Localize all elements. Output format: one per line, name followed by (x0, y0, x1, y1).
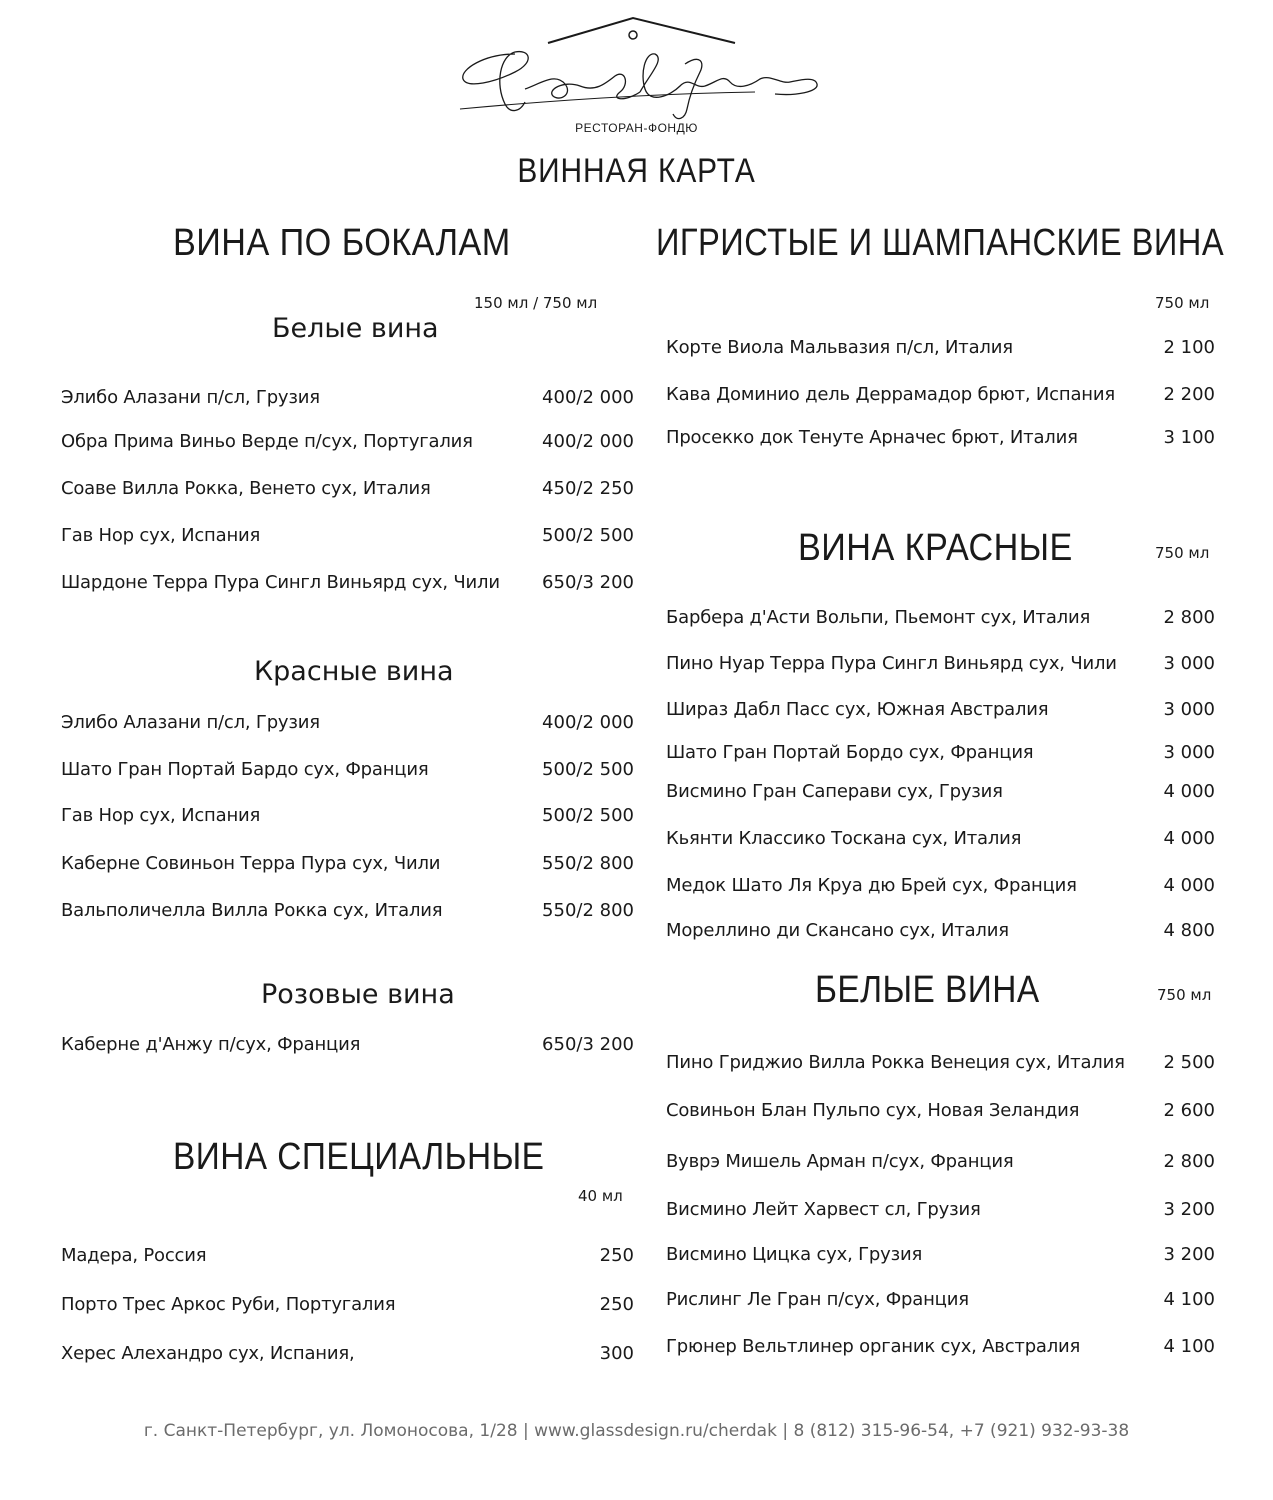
wine-name: Мадера, Россия (61, 1245, 207, 1266)
wine-name: Пино Нуар Терра Пура Сингл Виньярд сух, Чили (666, 653, 1117, 674)
list-item (666, 1100, 1215, 1121)
wine-price: 500/2 500 (542, 759, 634, 780)
list-item (666, 607, 1215, 628)
list-item (666, 699, 1215, 720)
wine-name: Шато Гран Портай Бардо сух, Франция (61, 759, 429, 780)
footer-contacts: г. Санкт-Петербург, ул. Ломоносова, 1/28 | www.glassdesign.ru/cherdak | 8 (812) 315-96-54, +7 (921) 932-93-38 (143, 1421, 1130, 1441)
list-item (666, 875, 1215, 896)
wine-name: Мореллино ди Скансано сух, Италия (666, 920, 1009, 941)
wine-price: 2 200 (1163, 384, 1215, 405)
wine-price: 4 100 (1163, 1336, 1215, 1357)
list-item (61, 1294, 634, 1315)
sparkling-section-title: ИГРИСТЫЕ И ШАМПАНСКИЕ ВИНА (656, 222, 1225, 264)
wine-price: 3 000 (1163, 742, 1215, 763)
wine-name: Херес Алехандро сух, Испания, (61, 1343, 355, 1364)
list-item (666, 384, 1215, 405)
wine-name: Висмино Гран Саперави сух, Грузия (666, 781, 1003, 802)
wine-name: Корте Виола Мальвазия п/сл, Италия (666, 337, 1013, 358)
list-item (61, 572, 634, 593)
list-item (666, 1052, 1215, 1073)
wine-name: Вуврэ Мишель Арман п/сух, Франция (666, 1151, 1014, 1172)
list-item (61, 1343, 634, 1364)
red-wines-volume: 750 мл (1155, 544, 1210, 562)
wine-name: Элибо Алазани п/сл, Грузия (61, 712, 320, 733)
wine-price: 250 (599, 1294, 634, 1315)
wine-name: Гав Нор сух, Испания (61, 525, 261, 546)
wine-price: 3 100 (1163, 427, 1215, 448)
list-item (61, 853, 634, 874)
wine-name: Грюнер Вельтлинер органик сух, Австралия (666, 1336, 1081, 1357)
wine-price: 2 100 (1163, 337, 1215, 358)
wine-price: 2 800 (1163, 607, 1215, 628)
wine-price: 400/2 000 (542, 431, 634, 452)
wine-name: Элибо Алазани п/сл, Грузия (61, 387, 320, 408)
list-item (666, 337, 1215, 358)
list-item (666, 1199, 1215, 1220)
list-item (666, 1244, 1215, 1265)
wine-name: Висмино Цицка сух, Грузия (666, 1244, 923, 1265)
wine-name: Шираз Дабл Пасс сух, Южная Австралия (666, 699, 1049, 720)
white-wines-section-title: БЕЛЫЕ ВИНА (815, 969, 1040, 1011)
wine-price: 3 000 (1163, 699, 1215, 720)
wine-price: 300 (599, 1343, 634, 1364)
wine-name: Висмино Лейт Харвест сл, Грузия (666, 1199, 981, 1220)
special-section-title: ВИНА СПЕЦИАЛЬНЫЕ (173, 1136, 545, 1178)
wine-price: 400/2 000 (542, 387, 634, 408)
list-item (666, 781, 1215, 802)
wine-price: 4 000 (1163, 875, 1215, 896)
wine-price: 400/2 000 (542, 712, 634, 733)
wine-price: 3 200 (1163, 1199, 1215, 1220)
by-glass-volume: 150 мл / 750 мл (474, 294, 598, 312)
list-item (61, 712, 634, 733)
by-glass-section-title: ВИНА ПО БОКАЛАМ (173, 222, 511, 264)
glass-red-subtitle: Красные вина (254, 656, 454, 687)
wine-name: Кава Доминио дель Деррамадор брют, Испания (666, 384, 1115, 405)
wine-price: 550/2 800 (542, 853, 634, 874)
wine-name: Порто Трес Аркос Руби, Португалия (61, 1294, 396, 1315)
wine-name: Кьянти Классико Тоскана сух, Италия (666, 828, 1022, 849)
wine-name: Шато Гран Портай Бордо сух, Франция (666, 742, 1034, 763)
wine-name: Медок Шато Ля Круа дю Брей сух, Франция (666, 875, 1077, 896)
wine-name: Совиньон Блан Пульпо сух, Новая Зеландия (666, 1100, 1080, 1121)
list-item (61, 1245, 634, 1266)
sparkling-volume: 750 мл (1155, 294, 1210, 312)
glass-rose-subtitle: Розовые вина (261, 979, 455, 1010)
wine-price: 250 (599, 1245, 634, 1266)
wine-price: 4 800 (1163, 920, 1215, 941)
list-item (61, 525, 634, 546)
list-item (666, 1336, 1215, 1357)
wine-name: Барбера д'Асти Вольпи, Пьемонт сух, Италия (666, 607, 1091, 628)
wine-name: Рислинг Ле Гран п/сух, Франция (666, 1289, 969, 1310)
wine-price: 550/2 800 (542, 900, 634, 921)
wine-name: Просекко док Тенуте Арначес брют, Италия (666, 427, 1078, 448)
wine-price: 650/3 200 (542, 1034, 634, 1055)
list-item (61, 431, 634, 452)
red-wines-section-title: ВИНА КРАСНЫЕ (798, 527, 1073, 569)
wine-price: 500/2 500 (542, 805, 634, 826)
list-item (61, 805, 634, 826)
list-item (666, 1289, 1215, 1310)
list-item (61, 900, 634, 921)
wine-name: Обра Прима Виньо Верде п/сух, Португалия (61, 431, 473, 452)
wine-name: Соаве Вилла Рокка, Венето сух, Италия (61, 478, 431, 499)
list-item (61, 759, 634, 780)
wine-price: 4 000 (1163, 781, 1215, 802)
wine-price: 4 000 (1163, 828, 1215, 849)
list-item (666, 1151, 1215, 1172)
list-item (61, 387, 634, 408)
wine-name: Гав Нор сух, Испания (61, 805, 261, 826)
wine-price: 2 800 (1163, 1151, 1215, 1172)
wine-price: 2 600 (1163, 1100, 1215, 1121)
white-wines-volume: 750 мл (1157, 986, 1212, 1004)
wine-price: 3 000 (1163, 653, 1215, 674)
wine-name: Пино Гриджио Вилла Рокка Венеция сух, Италия (666, 1052, 1125, 1073)
glass-white-subtitle: Белые вина (272, 313, 439, 344)
list-item (61, 478, 634, 499)
restaurant-type: РЕСТОРАН-ФОНДЮ (575, 121, 698, 135)
list-item (666, 828, 1215, 849)
list-item (61, 1034, 634, 1055)
special-volume: 40 мл (578, 1187, 623, 1205)
list-item (666, 427, 1215, 448)
list-item (666, 742, 1215, 763)
wine-price: 450/2 250 (542, 478, 634, 499)
wine-price: 650/3 200 (542, 572, 634, 593)
wine-price: 500/2 500 (542, 525, 634, 546)
wine-name: Каберне Совиньон Терра Пура сух, Чили (61, 853, 441, 874)
list-item (666, 653, 1215, 674)
wine-list-title: ВИННАЯ КАРТА (517, 152, 756, 190)
wine-price: 3 200 (1163, 1244, 1215, 1265)
wine-name: Шардоне Терра Пура Сингл Виньярд сух, Чили (61, 572, 500, 593)
list-item (666, 920, 1215, 941)
wine-name: Каберне д'Анжу п/сух, Франция (61, 1034, 361, 1055)
wine-price: 2 500 (1163, 1052, 1215, 1073)
wine-name: Вальполичелла Вилла Рокка сух, Италия (61, 900, 443, 921)
wine-price: 4 100 (1163, 1289, 1215, 1310)
